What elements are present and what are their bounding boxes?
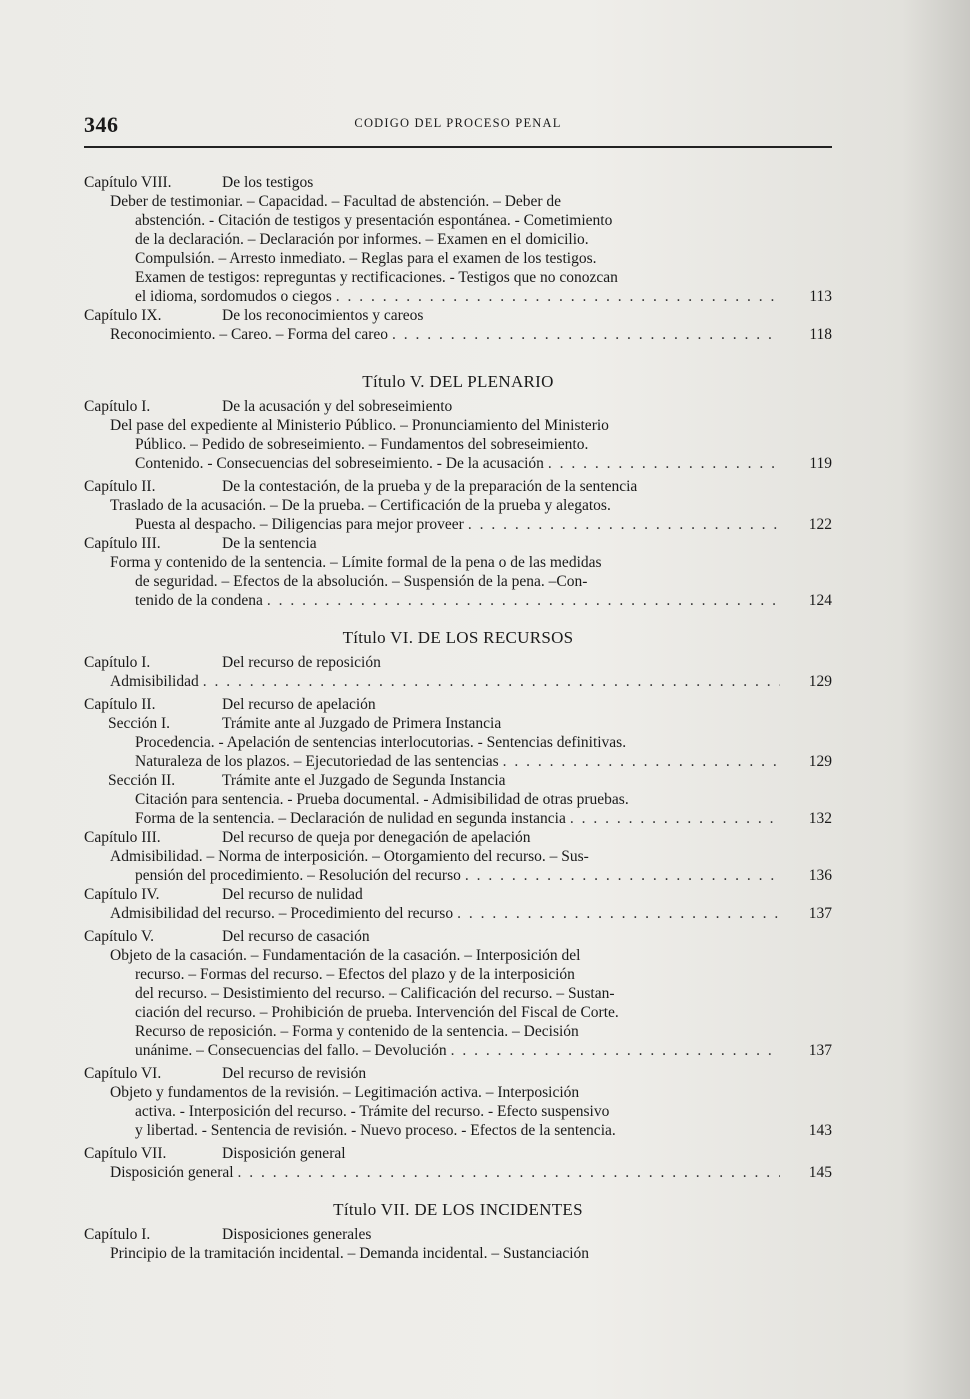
chapter-heading	[84, 885, 832, 904]
leader-dots	[457, 904, 780, 923]
toc-entry	[84, 672, 832, 691]
leader-dots	[267, 591, 780, 610]
chapter-title: De la contestación, de la prueba y de la preparación de la sentencia	[222, 478, 638, 495]
chapter-heading	[84, 1225, 832, 1244]
chapter-title: Disposición general	[222, 1145, 346, 1162]
toc-line: de la declaración. – Declaración por informes. – Examen en el domicilio.	[135, 231, 589, 248]
toc-entry-text: unánime. – Consecuencias del fallo. – Devolución	[135, 1042, 447, 1059]
chapter-heading	[84, 653, 832, 672]
chapter-label: Capítulo III.	[84, 535, 161, 552]
toc-line: recurso. – Formas del recurso. – Efectos del plazo y de la interposición	[135, 966, 575, 983]
toc-line: Procedencia. - Apelación de sentencias interlocutorias. - Sentencias definitivas.	[135, 734, 627, 751]
chapter-label: Capítulo II.	[84, 478, 156, 495]
chapter-title: Del recurso de nulidad	[222, 886, 363, 903]
leader-dots	[503, 752, 780, 771]
toc-line: Compulsión. – Arresto inmediato. – Reglas para el examen de los testigos.	[135, 250, 597, 267]
chapter-title: De los testigos	[222, 174, 314, 191]
chapter-label: Capítulo I.	[84, 1226, 151, 1243]
header-rule	[84, 146, 832, 148]
toc-line: Objeto y fundamentos de la revisión. – Legitimación activa. – Interposición	[110, 1084, 580, 1101]
toc-entry	[84, 1163, 832, 1182]
toc-entry	[84, 904, 832, 923]
toc-entry-text: Admisibilidad	[110, 673, 199, 690]
chapter-label: Capítulo VI.	[84, 1065, 162, 1082]
toc-entry-text: el idioma, sordomudos o ciegos	[135, 288, 332, 305]
page-number: 346	[84, 112, 119, 137]
leader-dots	[451, 1041, 780, 1060]
chapter-label: Capítulo VII.	[84, 1145, 167, 1162]
toc-page-number: 132	[808, 810, 832, 827]
page-header	[84, 112, 832, 144]
chapter-title: Del recurso de reposición	[222, 654, 381, 671]
toc-entry	[84, 809, 832, 828]
toc-entry-text: y libertad. - Sentencia de revisión. - Nuevo proceso. - Efectos de la sentencia.	[135, 1122, 616, 1139]
toc-line: Público. – Pedido de sobreseimiento. – Fundamentos del sobreseimiento.	[135, 436, 589, 453]
toc-line: activa. - Interposición del recurso. - Trámite del recurso. - Efecto suspensivo	[135, 1103, 610, 1120]
section-title: Trámite ante el Juzgado de Segunda Instancia	[222, 772, 506, 789]
chapter-title: Disposiciones generales	[222, 1226, 372, 1243]
toc-entry	[84, 325, 832, 344]
leader-dots	[392, 325, 780, 344]
toc-line: abstención. - Citación de testigos y presentación espontánea. - Cometimiento	[135, 212, 613, 229]
table-of-contents	[84, 173, 832, 1263]
toc-page-number: 122	[808, 516, 832, 533]
toc-entry-text: Naturaleza de los plazos. – Ejecutoriedad de las sentencias	[135, 753, 499, 770]
toc-entry	[84, 515, 832, 534]
toc-line: del recurso. – Desistimiento del recurso. – Calificación del recurso. – Sustan-	[135, 985, 615, 1002]
chapter-label: Capítulo I.	[84, 654, 151, 671]
leader-dots	[465, 866, 780, 885]
chapter-title: De la sentencia	[222, 535, 317, 552]
toc-line: Deber de testimoniar. – Capacidad. – Facultad de abstención. – Deber de	[110, 193, 562, 210]
toc-entry	[84, 1041, 832, 1060]
chapter-title: De la acusación y del sobreseimiento	[222, 398, 453, 415]
toc-page-number: 143	[808, 1122, 832, 1139]
toc-entry-text: Admisibilidad del recurso. – Procedimiento del recurso	[110, 905, 454, 922]
toc-page-number: 124	[808, 592, 832, 609]
chapter-label: Capítulo I.	[84, 398, 151, 415]
chapter-label: Capítulo III.	[84, 829, 161, 846]
toc-line: Forma y contenido de la sentencia. – Límite formal de la pena o de las medidas	[110, 554, 602, 571]
toc-line: Traslado de la acusación. – De la prueba. – Certificación de la prueba y alegatos.	[110, 497, 611, 514]
toc-entry	[84, 866, 832, 885]
chapter-label: Capítulo II.	[84, 696, 156, 713]
section-label: Sección II.	[108, 772, 176, 789]
chapter-title: Del recurso de casación	[222, 928, 370, 945]
toc-entry	[84, 1121, 832, 1140]
toc-line: Recurso de reposición. – Forma y contenido de la sentencia. – Decisión	[135, 1023, 579, 1040]
toc-entry-text: Forma de la sentencia. – Declaración de nulidad en segunda instancia	[135, 810, 566, 827]
toc-page-number: 129	[808, 753, 832, 770]
chapter-title: De los reconocimientos y careos	[222, 307, 424, 324]
chapter-heading	[84, 397, 832, 416]
toc-entry-text: Reconocimiento. – Careo. – Forma del careo	[110, 326, 389, 343]
leader-dots	[570, 809, 780, 828]
toc-entry-text: Puesta al despacho. – Diligencias para mejor proveer	[135, 516, 464, 533]
toc-page-number: 145	[808, 1164, 832, 1181]
toc-entry	[84, 454, 832, 473]
toc-line: ciación del recurso. – Prohibición de prueba. Intervención del Fiscal de Corte.	[135, 1004, 619, 1021]
chapter-title: Del recurso de apelación	[222, 696, 376, 713]
toc-page-number: 137	[808, 1042, 832, 1059]
toc-page-number: 137	[808, 905, 832, 922]
toc-line: Objeto de la casación. – Fundamentación de la casación. – Interposición del	[110, 947, 581, 964]
toc-line: Examen de testigos: repreguntas y rectificaciones. - Testigos que no conozcan	[135, 269, 618, 286]
toc-entry-text: tenido de la condena	[135, 592, 263, 609]
section-heading	[84, 714, 832, 733]
chapter-heading	[84, 1144, 832, 1163]
title-heading: Título VII. DE LOS INCIDENTES	[333, 1200, 583, 1219]
chapter-title: Del recurso de queja por denegación de apelación	[222, 829, 531, 846]
section-heading	[84, 771, 832, 790]
toc-line: Principio de la tramitación incidental. – Demanda incidental. – Sustanciación	[110, 1245, 590, 1262]
chapter-heading	[84, 695, 832, 714]
toc-line: Admisibilidad. – Norma de interposición. – Otorgamiento del recurso. – Sus-	[110, 848, 589, 865]
toc-entry-text: Contenido. - Consecuencias del sobreseimiento. - De la acusación	[135, 455, 544, 472]
toc-entry-text: pensión del procedimiento. – Resolución del recurso	[135, 867, 461, 884]
title-heading: Título VI. DE LOS RECURSOS	[342, 628, 574, 647]
chapter-heading	[84, 306, 832, 325]
toc-entry	[84, 752, 832, 771]
toc-page-number: 118	[809, 326, 832, 343]
chapter-label: Capítulo VIII.	[84, 174, 172, 191]
section-title: Trámite ante al Juzgado de Primera Instancia	[222, 715, 502, 732]
toc-line: Del pase del expediente al Ministerio Público. – Pronunciamiento del Ministerio	[110, 417, 609, 434]
leader-dots	[238, 1163, 780, 1182]
toc-page-number: 113	[809, 288, 832, 305]
toc-line: de seguridad. – Efectos de la absolución. – Suspensión de la pena. –Con-	[135, 573, 588, 590]
leader-dots	[203, 672, 780, 691]
chapter-label: Capítulo IV.	[84, 886, 160, 903]
running-title: CODIGO DEL PROCESO PENAL	[354, 116, 562, 130]
chapter-heading	[84, 173, 832, 192]
chapter-label: Capítulo V.	[84, 928, 155, 945]
leader-dots	[468, 515, 780, 534]
toc-page-number: 119	[809, 455, 832, 472]
toc-line: Citación para sentencia. - Prueba documental. - Admisibilidad de otras pruebas.	[135, 791, 629, 808]
chapter-title: Del recurso de revisión	[222, 1065, 367, 1082]
chapter-heading	[84, 534, 832, 553]
leader-dots	[336, 287, 780, 306]
toc-page-number: 129	[808, 673, 832, 690]
chapter-heading	[84, 477, 832, 496]
leader-dots	[548, 454, 780, 473]
title-heading: Título V. DEL PLENARIO	[362, 372, 554, 391]
chapter-heading	[84, 828, 832, 847]
chapter-label: Capítulo IX.	[84, 307, 162, 324]
chapter-heading	[84, 1064, 832, 1083]
toc-entry-text: Disposición general	[110, 1164, 234, 1181]
toc-entry	[84, 591, 832, 610]
toc-entry	[84, 287, 832, 306]
chapter-heading	[84, 927, 832, 946]
toc-page-number: 136	[808, 867, 832, 884]
section-label: Sección I.	[108, 715, 170, 732]
